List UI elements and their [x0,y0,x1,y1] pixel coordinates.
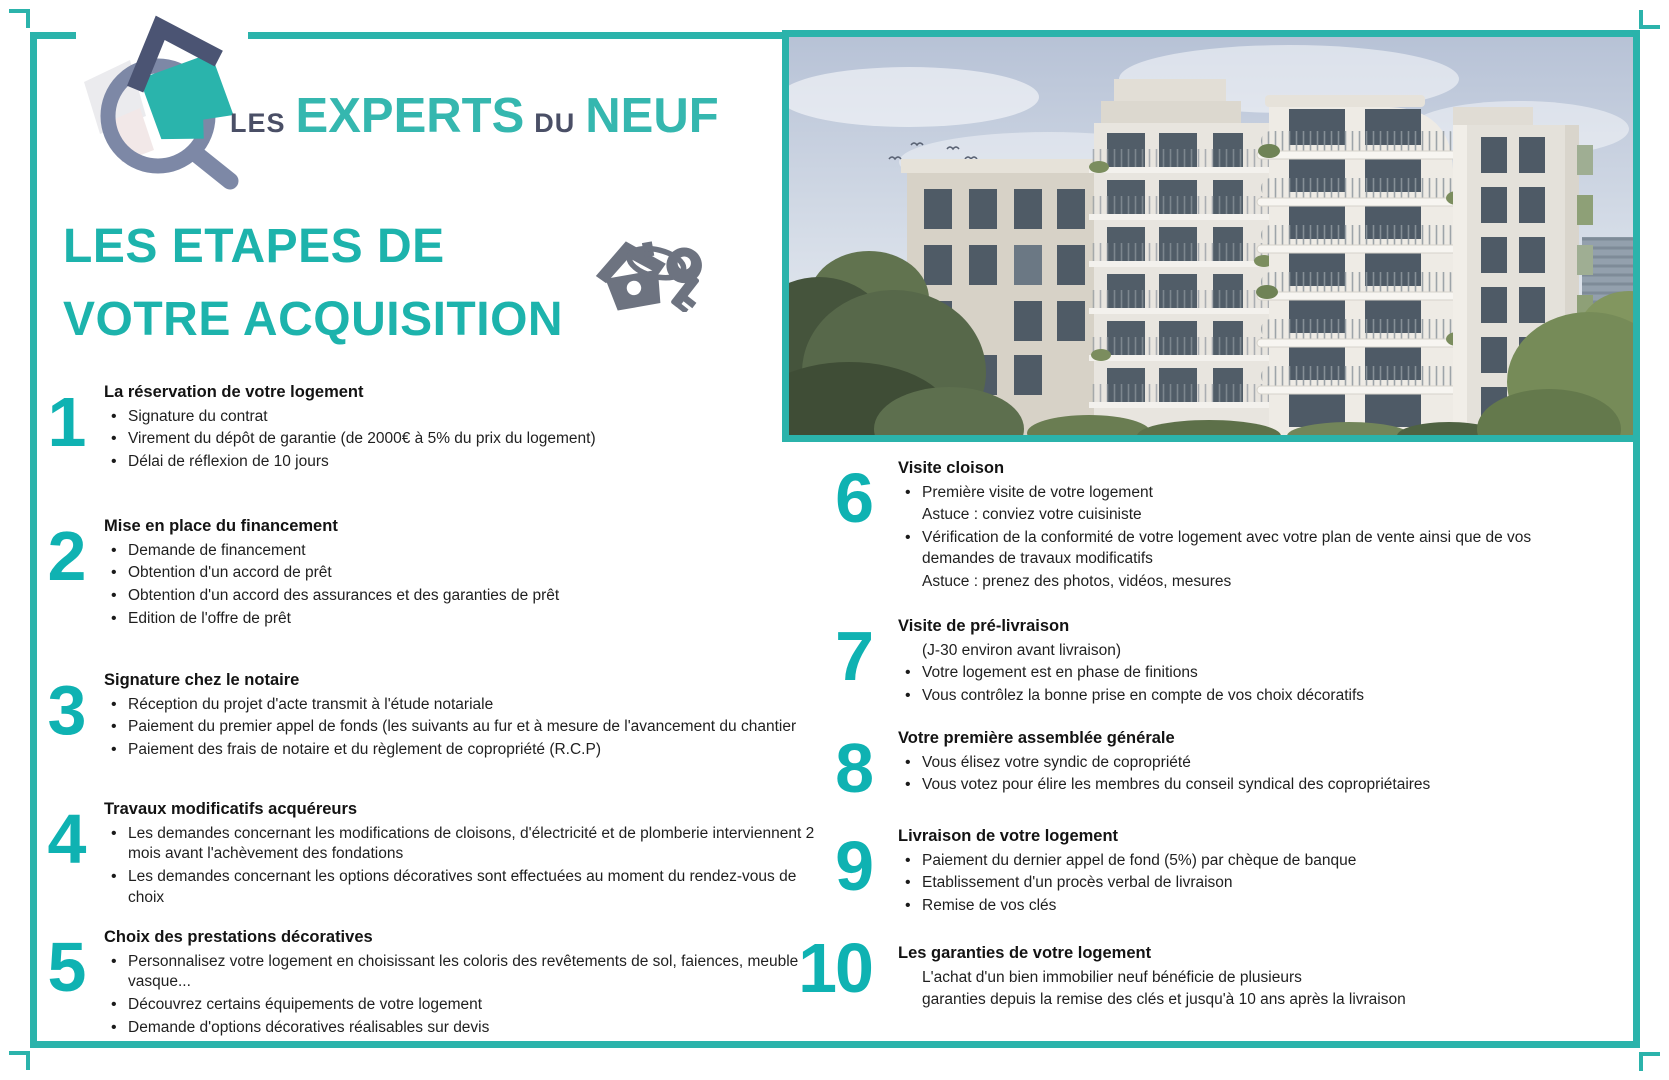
step-title: Travaux modificatifs acquéreurs [104,800,358,818]
step-item: • Réception du projet d'acte transmit à l'étude notariale [104,695,816,716]
step-item: • Etablissement d'un procès verbal de livraison [898,873,1538,894]
step-items [104,541,816,630]
step-items [104,824,816,909]
step-title: Livraison de votre logement [898,827,1119,845]
page-title [63,210,563,356]
step-item: • Les demandes concernant les modifications de cloisons, d'électricité et de plomberie interviennent 2 mois avant l'achèvement des fondations [104,824,816,866]
step-title: Les garanties de votre logement [898,944,1152,962]
page-title-line1: LES ETAPES DE [63,220,445,273]
step-number: 2 [47,517,85,595]
step-8 [790,728,1538,807]
step-number: 5 [47,928,85,1006]
step-item: • Paiement du dernier appel de fond (5%) par chèque de banque [898,851,1538,872]
building-photo [782,30,1640,442]
brand-word-du: DU [534,108,576,138]
step-item-note: (J-30 environ avant livraison) [922,641,1122,659]
step-item: • Obtention d'un accord de prêt [104,563,816,584]
step-item-note: Astuce : conviez votre cuisiniste [922,506,1142,524]
step-item: • Demande de financement [104,541,816,562]
step-item: • Vous élisez votre syndic de copropriété [898,753,1538,774]
brand-word-experts: EXPERTS [295,89,525,143]
brand-word-neuf: NEUF [585,89,719,143]
step-items [104,407,816,473]
house-keys-icon [583,232,721,312]
step-1 [40,382,816,475]
house-magnifier-icon [76,0,248,200]
step-items [898,753,1538,797]
step-title: Mise en place du financement [104,517,338,535]
step-number: 8 [835,729,872,807]
step-items [898,968,1538,1012]
corner-mark [9,9,30,28]
step-item: • Vérification de la conformité de votre logement avec votre plan de vente ainsi que de vos demandes de travaux modificatifs [898,528,1538,570]
step-item: • Personnalisez votre logement en choisissant les coloris des revêtements de sol, faiences, meuble vasque... [104,952,816,994]
corner-mark [9,1051,30,1070]
step-title: La réservation de votre logement [104,383,364,401]
step-items [104,952,816,1039]
step-item: • Edition de l'offre de prêt [104,609,816,630]
step-4 [40,799,816,911]
step-item: • Remise de vos clés [898,896,1538,917]
step-number: 7 [835,617,872,695]
step-7 [790,616,1538,709]
step-item: • Signature du contrat [104,407,816,428]
corner-mark [1639,1052,1660,1071]
step-item-note: garanties depuis la remise des clés et jusqu'à 10 ans après la livraison [922,991,1406,1009]
step-5 [40,927,816,1041]
step-item: • Obtention d'un accord des assurances et des garanties de prêt [104,586,816,607]
step-title: Votre première assemblée générale [898,729,1175,747]
step-item: • Vous contrôlez la bonne prise en compte de vos choix décoratifs [898,686,1538,707]
step-item: • Les demandes concernant les options décoratives sont effectuées au moment du rendez-vous de choix [104,867,816,909]
step-item-note: Astuce : prenez des photos, vidéos, mesures [922,572,1232,590]
step-9 [790,826,1538,919]
step-10 [790,929,1538,1013]
step-item: • Demande d'options décoratives réalisables sur devis [104,1018,816,1039]
step-item: • Virement du dépôt de garantie (de 2000€ à 5% du prix du logement) [104,429,816,450]
step-items [104,695,816,761]
step-number: 9 [835,827,872,905]
step-3 [40,670,816,763]
brand-wordmark [230,88,719,144]
step-items [898,483,1538,593]
step-item: • Vous votez pour élire les membres du conseil syndical des copropriétaires [898,775,1538,796]
page-title-line2: VOTRE ACQUISITION [63,293,564,346]
step-item: • Paiement du premier appel de fonds (les suivants au fur et à mesure de l'avancement du chantier [104,717,816,738]
step-item: • Paiement des frais de notaire et du règlement de copropriété (R.C.P) [104,740,816,761]
step-title: Choix des prestations décoratives [104,928,373,946]
step-item: • Votre logement est en phase de finitions [898,663,1538,684]
step-6 [790,458,1538,594]
step-item-note: L'achat d'un bien immobilier neuf bénéficie de plusieurs [922,968,1302,986]
step-title: Signature chez le notaire [104,671,300,689]
step-number: 1 [47,383,85,461]
step-number: 4 [47,800,85,878]
step-item: • Délai de réflexion de 10 jours [104,452,816,473]
step-item: • Découvrez certains équipements de votre logement [104,995,816,1016]
step-title: Visite cloison [898,459,1005,477]
step-items [898,851,1538,917]
corner-mark [1639,10,1660,29]
step-number: 3 [47,671,85,749]
brand-word-les: LES [230,108,286,138]
step-item: • Première visite de votre logement [898,483,1538,504]
step-number: 10 [798,929,872,1007]
step-number: 6 [835,459,872,537]
step-2 [40,516,816,632]
step-title: Visite de pré-livraison [898,617,1070,635]
step-items [898,641,1538,707]
